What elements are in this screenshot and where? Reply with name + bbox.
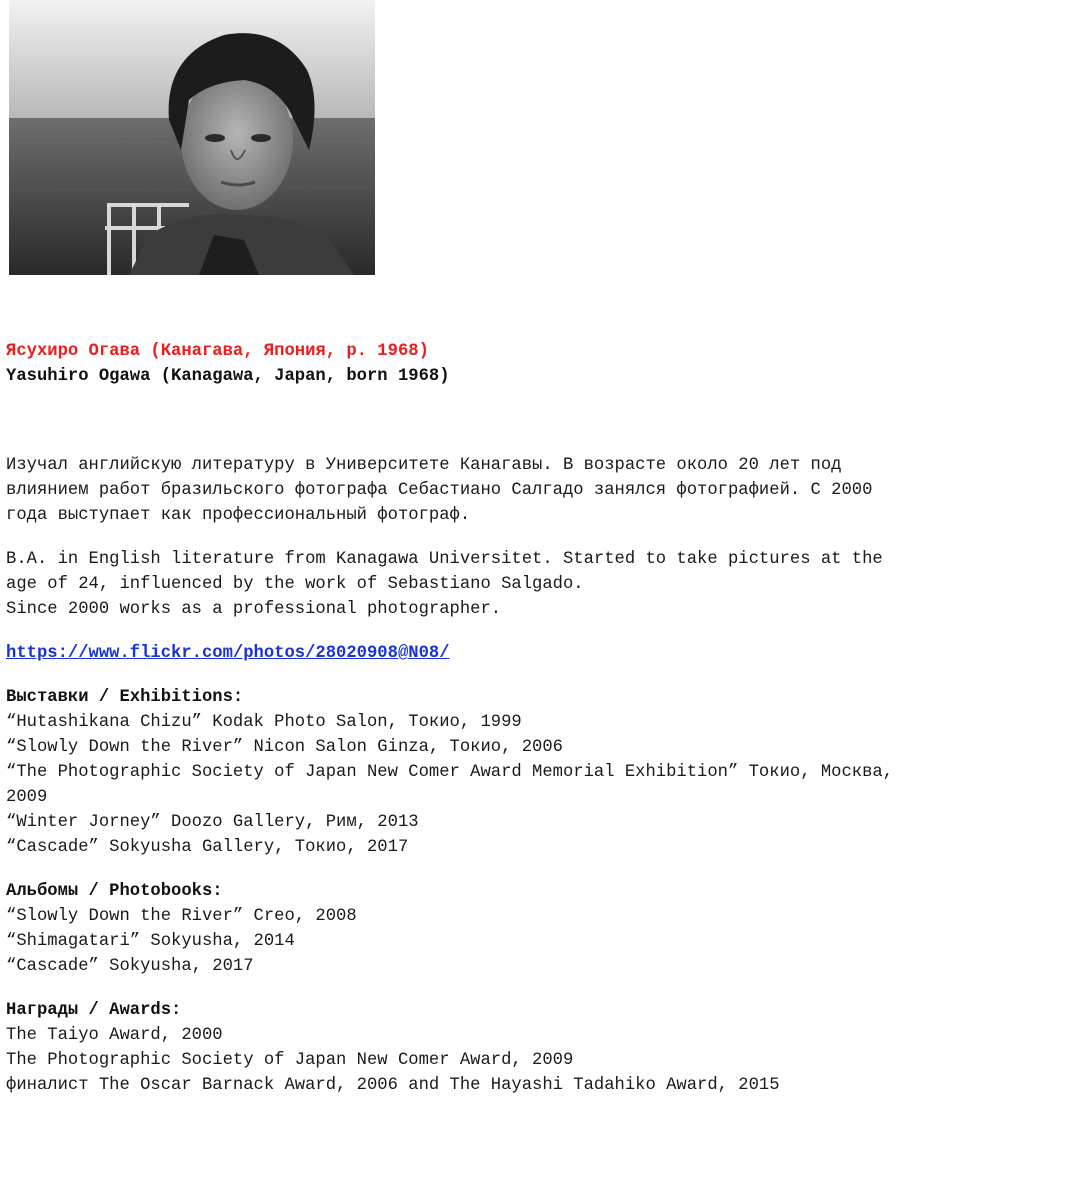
bio-english: [6, 547, 1076, 622]
title-russian: Ясухиро Огава (Канагава, Япония, р. 1968): [6, 342, 429, 361]
exhibition-item: “The Photographic Society of Japan New Comer Award Memorial Exhibition” Токио, Москва,: [6, 763, 894, 782]
photobook-item: “Shimagatari” Sokyusha, 2014: [6, 932, 295, 951]
exhibition-item: “Slowly Down the River” Nicon Salon Ginza, Токио, 2006: [6, 738, 563, 757]
exhibition-item: “Hutashikana Chizu” Kodak Photo Salon, Токио, 1999: [6, 713, 522, 732]
exhibitions-heading: Выставки / Exhibitions:: [6, 688, 244, 707]
bio-content: [6, 339, 1076, 1098]
bio-en-line: B.A. in English literature from Kanagawa Universitet. Started to take pictures at the: [6, 550, 883, 569]
exhibition-item: 2009: [6, 788, 48, 807]
photobooks-heading: Альбомы / Photobooks:: [6, 882, 223, 901]
award-item: The Photographic Society of Japan New Comer Award, 2009: [6, 1051, 574, 1070]
award-item: The Taiyo Award, 2000: [6, 1026, 223, 1045]
portrait-illustration: [9, 0, 375, 275]
bio-ru-line: Изучал английскую литературу в Университете Канагавы. В возрасте около 20 лет под: [6, 456, 842, 475]
flickr-link[interactable]: https://www.flickr.com/photos/28020908@N08/: [6, 644, 450, 663]
bio-en-line: age of 24, influenced by the work of Sebastiano Salgado.: [6, 575, 584, 594]
title-english: Yasuhiro Ogawa (Kanagawa, Japan, born 1968): [6, 367, 450, 386]
exhibition-item: “Cascade” Sokyusha Gallery, Токио, 2017: [6, 838, 409, 857]
bio-russian: [6, 453, 1076, 528]
awards-section: [6, 998, 1076, 1098]
bio-en-line: Since 2000 works as a professional photographer.: [6, 600, 502, 619]
award-item: финалист The Oscar Barnack Award, 2006 and The Hayashi Tadahiko Award, 2015: [6, 1076, 780, 1095]
bio-ru-line: влиянием работ бразильского фотографа Себастиано Салгадо занялся фотографией. С 2000: [6, 481, 873, 500]
exhibitions-section: [6, 685, 1076, 860]
exhibition-item: “Winter Jorney” Doozo Gallery, Рим, 2013: [6, 813, 419, 832]
bio-ru-line: года выступает как профессиональный фотограф.: [6, 506, 471, 525]
photobook-item: “Cascade” Sokyusha, 2017: [6, 957, 254, 976]
photobook-item: “Slowly Down the River” Creo, 2008: [6, 907, 357, 926]
portrait-photo: [9, 0, 375, 275]
photobooks-section: [6, 879, 1076, 979]
awards-heading: Награды / Awards:: [6, 1001, 182, 1020]
